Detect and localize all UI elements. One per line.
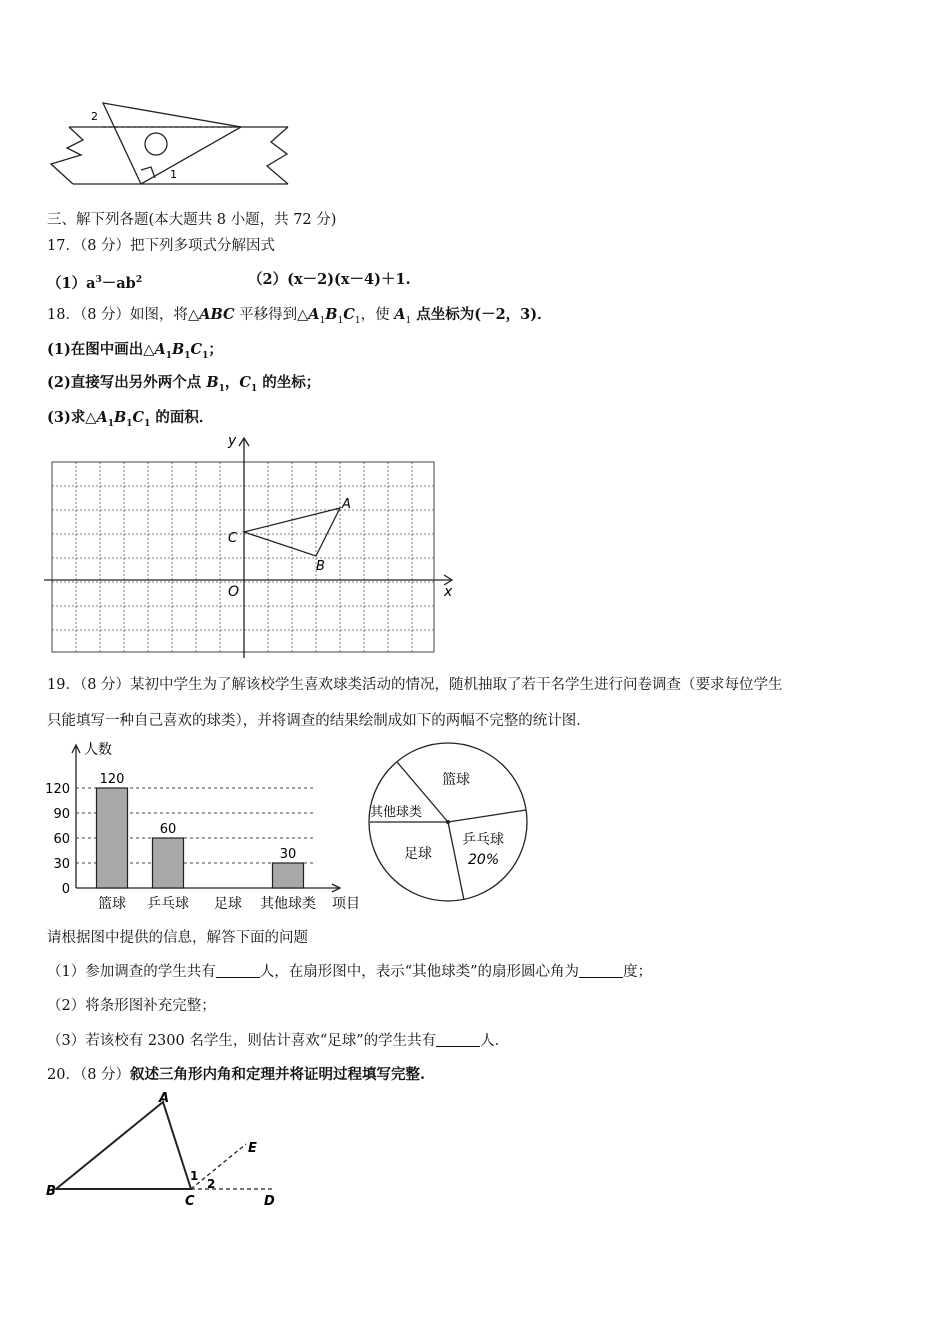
y-axis-label: y: [228, 433, 237, 449]
q19-pie-chart: [364, 738, 534, 908]
triangle-hole: [145, 133, 167, 155]
q18-part1-c1: C: [190, 341, 203, 358]
q19-prompt: 请根据图中提供的信息，解答下面的问题: [47, 930, 308, 946]
q19-blank-football[interactable]: [436, 1032, 480, 1047]
x-axis-label: x: [444, 584, 453, 600]
q18-part3-sub-c: 1: [144, 418, 151, 429]
bar-category-label: 乒乓球: [147, 896, 189, 912]
q18-part2-sub-c: 1: [250, 383, 258, 394]
bar-category-label: 篮球: [98, 896, 126, 912]
q17-text: 把下列多项式分解因式: [130, 238, 276, 254]
grid-border: [52, 462, 434, 652]
bar-ytick-label: 90: [53, 807, 70, 822]
pie-label-other: 其他球类: [370, 805, 423, 820]
pie-label-pingpong-percent: 20%: [468, 852, 500, 868]
q19-line2: 只能填写一种自己喜欢的球类），并将调查的结果绘制成如下的两幅不完整的统计图．: [47, 713, 591, 729]
q17-number: 17．: [47, 238, 80, 254]
bar-value-label: 60: [159, 822, 177, 837]
q18-c1-letter: C: [343, 306, 355, 323]
strip-left-jag: [51, 127, 83, 184]
pie-divider-basketball-pingpong: [448, 810, 526, 822]
q20-label-b: B: [46, 1184, 56, 1199]
bar-y-label: 人数: [84, 742, 112, 758]
q18-part1-sub-b: 1: [184, 350, 191, 361]
q20-label-e: E: [248, 1141, 257, 1156]
point-c-label: C: [228, 531, 238, 546]
q17-part1-a: a: [86, 274, 96, 292]
q18-number: 18．: [47, 307, 80, 323]
q18-coordinate-grid: [44, 430, 464, 660]
q17-part1-sup1: 3: [95, 275, 102, 285]
bar-value-label: 30: [279, 847, 297, 862]
bar-ytick-label: 60: [53, 832, 70, 847]
q17-parts: [47, 270, 142, 294]
q18-part3-a1: A: [96, 409, 108, 426]
q18-part3-b: 的面积．: [150, 409, 214, 426]
q18-b1-letter: B: [325, 306, 338, 323]
q18-part3-sub-a: 1: [107, 418, 114, 429]
q18-part2: [47, 373, 320, 399]
point-a-label: A: [342, 497, 351, 512]
section3-heading: 三、解下列各题(本大题共 8 小题，共 72 分): [47, 212, 337, 228]
q18-part1-sub-a: 1: [165, 350, 172, 361]
point-b-label: B: [316, 559, 325, 574]
q18-a1-letter-2: A: [394, 306, 406, 323]
q19-blank-total[interactable]: [216, 963, 260, 978]
ray-ce: [191, 1144, 246, 1189]
bar-0: [97, 788, 128, 888]
bar-ytick-label: 120: [45, 782, 70, 797]
q18-part2-sub-b: 1: [218, 383, 225, 394]
origin-label: O: [228, 584, 240, 600]
q18-part3-sub-b: 1: [126, 418, 133, 429]
q18-a1-sub: 1: [319, 315, 326, 326]
q20-label-a: A: [159, 1092, 170, 1106]
bar-category-label: 足球: [214, 896, 242, 912]
q18-part2-comma: ，: [224, 374, 240, 391]
q19-part1-b: 人，在扇形图中，表示“其他球类”的扇形圆心角为: [259, 964, 580, 980]
q17-score: （8 分）: [79, 238, 131, 254]
strip-right-jag: [267, 127, 288, 184]
q20-text: 叙述三角形内角和定理并将证明过程填写完整.: [130, 1066, 426, 1083]
q18-abc: ABC: [199, 306, 235, 323]
q18-part3-a: (3)求△: [47, 409, 97, 426]
pie-label-football: 足球: [404, 846, 432, 862]
q18-part1-a: (1)在图中画出△: [47, 341, 155, 358]
q20-label-d: D: [264, 1194, 275, 1209]
q18-part1-sub-c: 1: [202, 350, 209, 361]
angle-1-label: 1: [170, 168, 177, 181]
pie-center: [446, 820, 450, 824]
q18-intro-c: ，使: [360, 307, 395, 323]
q18-a1-letter: A: [308, 306, 320, 323]
bar-1: [153, 838, 184, 888]
q19-blank-angle[interactable]: [579, 963, 623, 978]
angle-2-label: 2: [91, 110, 98, 123]
q18-part2-b1: B: [206, 374, 219, 391]
q17-part1-sup2: 2: [135, 275, 143, 285]
q19-part3: [47, 1031, 509, 1051]
q18-part2-b: 的坐标；: [257, 374, 321, 391]
q17-part1-label: （1）: [47, 274, 87, 292]
q18-intro-b: 平移得到△: [234, 307, 309, 323]
q18-part3-c1: C: [132, 409, 145, 426]
q18-part2-a: (2)直接写出另外两个点: [47, 374, 207, 391]
q18-part3-b1: B: [114, 409, 127, 426]
q19-part3-b: 人．: [480, 1033, 510, 1049]
q18-intro-d: 点坐标为(－2，3)．: [411, 306, 552, 323]
q18-b1-sub: 1: [337, 315, 344, 326]
q18-a1-sub-2: 1: [405, 315, 412, 326]
q17-part1-mid: －ab: [101, 274, 136, 292]
q18-part1-b1: B: [172, 341, 185, 358]
q19-bar-chart: [44, 740, 374, 915]
q18-title: [47, 305, 552, 331]
q19-line1-text: 某初中学生为了解该校学生喜欢球类活动的情况，随机抽取了若干名学生进行问卷调查（要求每位学生: [130, 677, 783, 693]
bar-category-label: 其他球类: [260, 896, 316, 912]
q19-line1: [47, 675, 783, 695]
q18-score: （8 分）: [79, 307, 131, 323]
q18-intro-a: 如图，将△: [130, 307, 200, 323]
bar-ytick-label: 30: [53, 857, 70, 872]
q19-part1-a: （1）参加调查的学生共有: [47, 964, 216, 980]
q16-figure: [45, 100, 295, 190]
q18-part1-a1: A: [154, 341, 166, 358]
triangle-abc-q20: [56, 1102, 191, 1189]
q19-part1-c: 度；: [623, 964, 653, 980]
q20-number: 20．: [47, 1067, 80, 1083]
q19-part3-a: （3）若该校有 2300 名学生，则估计喜欢“足球”的学生共有: [47, 1033, 437, 1049]
q20-figure: [44, 1092, 294, 1212]
q19-part1: [47, 962, 652, 982]
pie-label-pingpong: 乒乓球: [462, 832, 504, 848]
pie-label-basketball: 篮球: [442, 772, 470, 788]
q17-part2: [248, 270, 411, 290]
bar-ytick-label: 0: [61, 882, 70, 897]
q17-title: [47, 236, 275, 256]
q19-part2: （2）将条形图补充完整；: [47, 998, 216, 1014]
bar-value-label: 120: [99, 772, 125, 787]
q19-score: （8 分）: [79, 677, 131, 693]
q17-part2-label: （2）: [248, 271, 288, 288]
bar-3: [273, 863, 304, 888]
q20-title: [47, 1065, 425, 1085]
right-angle-mark: [141, 167, 155, 178]
q20-label-c: C: [185, 1194, 195, 1209]
q20-angle-1: 1: [190, 1169, 199, 1183]
bar-x-label: 项目: [332, 896, 360, 912]
q17-part2-expr: (x－2)(x－4)＋1.: [287, 271, 411, 288]
q18-part1: [47, 340, 223, 366]
q20-score: （8 分）: [79, 1067, 131, 1083]
q18-c1-sub: 1: [354, 315, 361, 326]
q19-number: 19．: [47, 677, 80, 693]
q18-part2-c1: C: [239, 374, 251, 391]
q20-angle-2: 2: [207, 1177, 216, 1191]
q18-part1-b: ；: [208, 341, 223, 358]
